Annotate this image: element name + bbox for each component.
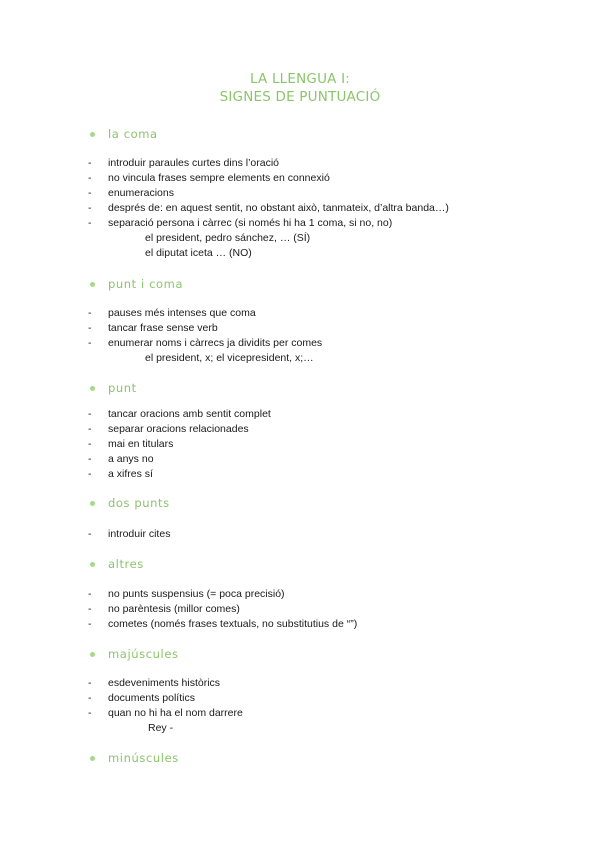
section-title: dos punts xyxy=(108,496,170,510)
list-item: - esdeveniments històrics xyxy=(88,677,221,689)
bullet-icon xyxy=(90,756,95,761)
list-item: - quan no hi ha el nom darrere xyxy=(88,707,243,719)
list-item: - a xifres sí xyxy=(88,468,153,480)
title-line-1: LA LLENGUA I: xyxy=(249,71,351,87)
bullet-icon xyxy=(90,132,95,137)
list-item: - després de: en aquest sentit, no obstant això, tanmateix, d’altra banda…) xyxy=(88,202,449,214)
list-item: - mai en titulars xyxy=(88,438,174,450)
list-item: - introduir paraules curtes dins l’oració xyxy=(88,157,279,169)
section-heading-altres xyxy=(90,556,144,572)
bullet-icon xyxy=(90,282,95,287)
example-line: el president, pedro sánchez, … (SÍ) xyxy=(145,232,311,244)
bullet-icon xyxy=(90,652,95,657)
section-heading-minuscules xyxy=(90,750,179,766)
list-item: - pauses més intenses que coma xyxy=(88,307,256,319)
bullet-icon xyxy=(90,386,95,391)
section-title: majúscules xyxy=(108,647,179,661)
list-item: - separació persona i càrrec (si només hi ha 1 coma, si no, no) xyxy=(88,217,393,229)
section-title: la coma xyxy=(108,127,158,141)
list-item: - tancar frase sense verb xyxy=(88,322,218,334)
list-item: - no vincula frases sempre elements en connexió xyxy=(88,172,330,184)
section-heading-la-coma xyxy=(90,126,158,142)
list-item: - cometes (només frases textuals, no substitutius de “”) xyxy=(88,618,358,630)
list-item: - separar oracions relacionades xyxy=(88,423,249,435)
section-heading-majuscules xyxy=(90,646,179,662)
section-title: altres xyxy=(108,557,144,571)
list-item: - no punts suspensius (= poca precisió) xyxy=(88,588,285,600)
title-line-2: SIGNES DE PUNTUACIÓ xyxy=(219,89,381,105)
section-heading-dos-punts xyxy=(90,495,170,511)
example-line: el diputat iceta … (NO) xyxy=(145,247,252,259)
bullet-icon xyxy=(90,501,95,506)
list-item: - documents polítics xyxy=(88,692,195,704)
document-title xyxy=(0,70,600,106)
section-title: punt i coma xyxy=(108,277,184,291)
section-heading-punt xyxy=(90,380,137,396)
list-item: - a anys no xyxy=(88,453,154,465)
list-item: - enumeracions xyxy=(88,187,174,199)
list-item: - tancar oracions amb sentit complet xyxy=(88,408,271,420)
list-item: - no parèntesis (millor comes) xyxy=(88,603,240,615)
section-title: punt xyxy=(108,381,137,395)
section-title: minúscules xyxy=(108,751,179,765)
example-line: Rey - xyxy=(148,722,174,734)
list-item: - introduir cites xyxy=(88,528,171,540)
bullet-icon xyxy=(90,562,95,567)
list-item: - enumerar noms i càrrecs ja dividits per comes xyxy=(88,337,323,349)
section-heading-punt-i-coma xyxy=(90,276,183,292)
example-line: el president, x; el vicepresident, x;… xyxy=(145,352,314,364)
